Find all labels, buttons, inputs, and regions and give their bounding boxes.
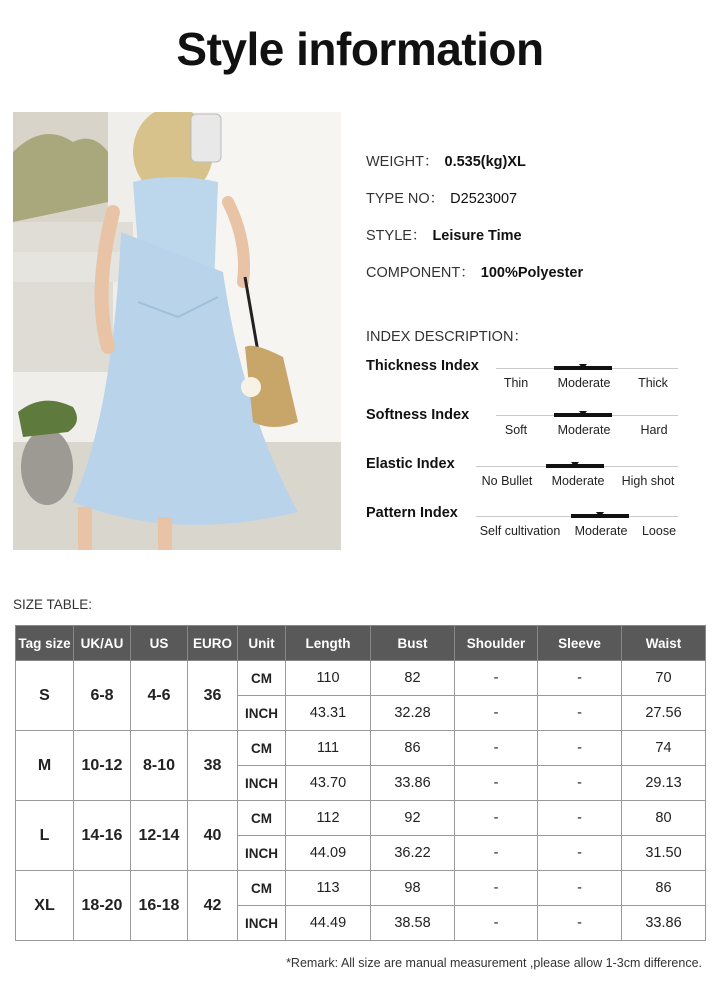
cell-us: 4-6 — [131, 661, 188, 731]
cell-unit-cm: CM — [238, 731, 286, 766]
spec-weight-value: 0.535(kg)XL — [444, 154, 526, 170]
index-pattern-high: Loose — [641, 524, 677, 538]
cell-us: 8-10 — [131, 731, 188, 801]
header-euro: EURO — [188, 626, 238, 661]
index-pattern-name: Pattern Index — [366, 505, 458, 521]
size-table — [15, 625, 706, 941]
cell-bust: 32.28 — [371, 696, 455, 731]
cell-waist: 74 — [622, 731, 706, 766]
cell-length: 111 — [286, 731, 371, 766]
cell-uk: 18-20 — [74, 871, 131, 941]
header-bust: Bust — [371, 626, 455, 661]
cell-bust: 36.22 — [371, 836, 455, 871]
spec-style — [366, 224, 522, 245]
cell-bust: 98 — [371, 871, 455, 906]
index-thickness-high: Thick — [638, 376, 668, 390]
cell-unit-cm: CM — [238, 871, 286, 906]
cell-waist: 31.50 — [622, 836, 706, 871]
spec-component — [366, 261, 583, 282]
cell-tag: L — [16, 801, 74, 871]
spec-component-value: 100%Polyester — [480, 265, 584, 281]
index-elastic-low: No Bullet — [481, 474, 533, 488]
cell-tag: S — [16, 661, 74, 731]
spec-type-no-value: D2523007 — [450, 191, 518, 207]
index-thickness-name: Thickness Index — [366, 358, 479, 374]
cell-bust: 86 — [371, 731, 455, 766]
cell-bust: 38.58 — [371, 906, 455, 941]
table-row — [16, 731, 706, 766]
spec-type-no-label: TYPE NO： — [366, 191, 445, 207]
spec-type-no — [366, 187, 517, 208]
index-pattern-low: Self cultivation — [479, 524, 561, 538]
cell-shoulder: - — [455, 696, 538, 731]
cell-waist: 29.13 — [622, 766, 706, 801]
cell-sleeve: - — [538, 731, 622, 766]
table-row — [16, 871, 706, 906]
cell-unit-inch: INCH — [238, 696, 286, 731]
cell-sleeve: - — [538, 696, 622, 731]
cell-waist: 86 — [622, 871, 706, 906]
cell-shoulder: - — [455, 906, 538, 941]
cell-length: 44.49 — [286, 906, 371, 941]
index-thickness-mid: Moderate — [557, 376, 611, 390]
spec-weight — [366, 150, 526, 171]
page-title: Style information — [176, 23, 544, 75]
header-sleeve: Sleeve — [538, 626, 622, 661]
index-thickness-scale — [496, 364, 678, 394]
cell-uk: 10-12 — [74, 731, 131, 801]
cell-bust: 33.86 — [371, 766, 455, 801]
cell-uk: 6-8 — [74, 661, 131, 731]
index-elastic-high: High shot — [621, 474, 675, 488]
header-length: Length — [286, 626, 371, 661]
cell-shoulder: - — [455, 836, 538, 871]
cell-shoulder: - — [455, 661, 538, 696]
cell-sleeve: - — [538, 871, 622, 906]
header-us: US — [131, 626, 188, 661]
spec-weight-label: WEIGHT： — [366, 154, 439, 170]
header-uk-au: UK/AU — [74, 626, 131, 661]
index-elastic-scale — [476, 462, 678, 492]
cell-us: 16-18 — [131, 871, 188, 941]
header-shoulder: Shoulder — [455, 626, 538, 661]
cell-shoulder: - — [455, 766, 538, 801]
cell-waist: 80 — [622, 801, 706, 836]
cell-length: 113 — [286, 871, 371, 906]
cell-shoulder: - — [455, 731, 538, 766]
spec-style-value: Leisure Time — [432, 228, 522, 244]
cell-unit-inch: INCH — [238, 906, 286, 941]
index-elastic-mid: Moderate — [551, 474, 605, 488]
cell-sleeve: - — [538, 661, 622, 696]
cell-us: 12-14 — [131, 801, 188, 871]
size-table-header — [16, 626, 706, 661]
cell-sleeve: - — [538, 766, 622, 801]
cell-euro: 42 — [188, 871, 238, 941]
remark-note: *Remark: All size are manual measurement ,please allow 1-3cm difference. — [286, 956, 702, 970]
header-tag-size: Tag size — [16, 626, 74, 661]
cell-bust: 92 — [371, 801, 455, 836]
cell-length: 43.70 — [286, 766, 371, 801]
size-table-label: SIZE TABLE: — [13, 597, 93, 612]
cell-length: 44.09 — [286, 836, 371, 871]
cell-euro: 36 — [188, 661, 238, 731]
cell-sleeve: - — [538, 836, 622, 871]
cell-euro: 38 — [188, 731, 238, 801]
cell-length: 43.31 — [286, 696, 371, 731]
index-softness-low: Soft — [504, 423, 528, 437]
cell-shoulder: - — [455, 871, 538, 906]
index-thickness-low: Thin — [503, 376, 529, 390]
cell-sleeve: - — [538, 906, 622, 941]
cell-tag: XL — [16, 871, 74, 941]
cell-length: 110 — [286, 661, 371, 696]
spec-style-label: STYLE： — [366, 228, 427, 244]
table-row — [16, 801, 706, 836]
cell-unit-cm: CM — [238, 801, 286, 836]
index-elastic-name: Elastic Index — [366, 456, 455, 472]
product-photo — [13, 112, 341, 550]
cell-waist: 33.86 — [622, 906, 706, 941]
index-pattern-scale — [476, 512, 678, 542]
index-description-label: INDEX DESCRIPTION： — [366, 329, 528, 345]
cell-unit-cm: CM — [238, 661, 286, 696]
index-softness-mid: Moderate — [557, 423, 611, 437]
cell-tag: M — [16, 731, 74, 801]
index-softness-scale — [496, 411, 678, 441]
cell-uk: 14-16 — [74, 801, 131, 871]
cell-unit-inch: INCH — [238, 766, 286, 801]
cell-length: 112 — [286, 801, 371, 836]
cell-sleeve: - — [538, 801, 622, 836]
index-softness-name: Softness Index — [366, 407, 470, 423]
spec-component-label: COMPONENT： — [366, 265, 475, 281]
index-softness-high: Hard — [640, 423, 668, 437]
cell-bust: 82 — [371, 661, 455, 696]
header-waist: Waist — [622, 626, 706, 661]
cell-waist: 70 — [622, 661, 706, 696]
index-pattern-mid: Moderate — [574, 524, 628, 538]
cell-euro: 40 — [188, 801, 238, 871]
cell-unit-inch: INCH — [238, 836, 286, 871]
header-unit: Unit — [238, 626, 286, 661]
cell-shoulder: - — [455, 801, 538, 836]
table-row — [16, 661, 706, 696]
cell-waist: 27.56 — [622, 696, 706, 731]
